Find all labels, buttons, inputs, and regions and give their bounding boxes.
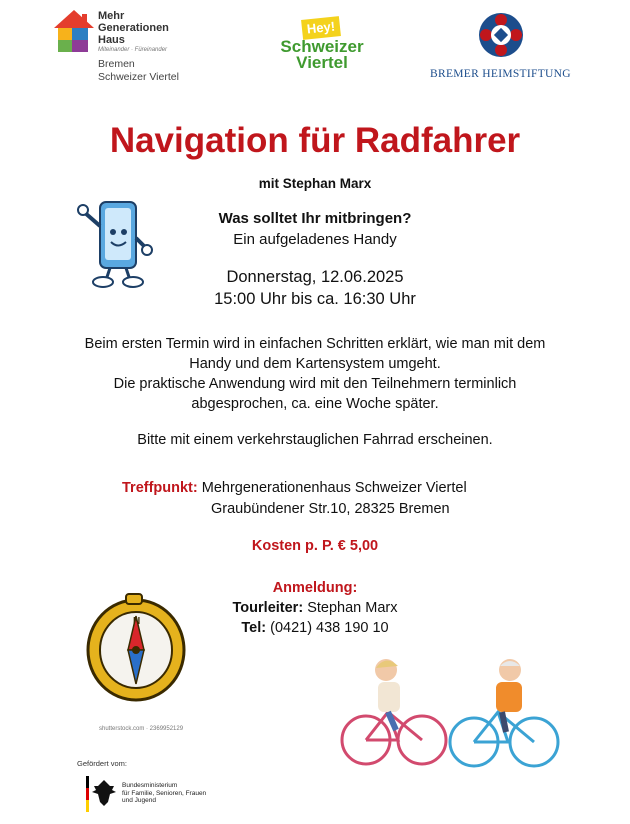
svg-text:N: N	[133, 616, 141, 627]
event-date: Donnerstag, 12.06.2025	[226, 268, 404, 286]
meeting-line1: Mehrgenerationenhaus Schweizer Viertel	[201, 480, 467, 496]
ministry-name: Bundesministerium für Familie, Senioren, Frauen und Jugend	[122, 782, 207, 804]
registration-heading: Anmeldung:	[272, 580, 358, 596]
schweizer-viertel-text: Schweizer Viertel	[280, 37, 364, 72]
meeting-line2: Graubündener Str.10, 28325 Bremen	[211, 501, 450, 517]
heimstiftung-logo	[478, 12, 524, 58]
meeting-label: Treffpunkt:	[122, 480, 198, 496]
heimstiftung-name: BREMER HEIMSTIFTUNG	[430, 68, 571, 80]
subtitle: mit Stephan Marx	[258, 176, 372, 191]
description-line: abgesprochen, ca. eine Woche später.	[191, 396, 439, 412]
hey-badge: Hey!	[301, 16, 341, 40]
compass-image	[80, 592, 190, 712]
cyclists-icon	[338, 652, 570, 770]
compass-icon	[80, 592, 190, 712]
heimstiftung-emblem-icon	[478, 12, 524, 58]
description	[0, 334, 630, 414]
cost: Kosten p. P. € 5,00	[251, 538, 379, 554]
bring-question: Was solltet Ihr mitbringen?	[218, 210, 412, 227]
meeting-point	[122, 478, 467, 520]
tel-label: Tel:	[241, 620, 267, 636]
mgh-tagline: Miteinander · Füreinander	[98, 47, 168, 53]
bike-note: Bitte mit einem verkehrstauglichen Fahrrad erscheinen.	[137, 432, 493, 448]
federal-eagle-logo	[86, 776, 116, 814]
leader-label: Tourleiter:	[232, 600, 304, 616]
tel-value: (0421) 438 190 10	[270, 620, 389, 636]
bring-answer: Ein aufgeladenes Handy	[233, 231, 397, 248]
description-line: Beim ersten Termin wird in einfachen Schritten erklärt, wie man mit dem	[84, 336, 546, 352]
description-line: Die praktische Anwendung wird mit den Teilnehmern terminlich	[113, 376, 517, 392]
funded-by-label: Gefördert vom:	[77, 759, 128, 768]
federal-eagle-icon	[86, 776, 116, 814]
leader-name: Stephan Marx	[307, 600, 398, 616]
page-title: Navigation für Radfahrer	[109, 121, 521, 160]
mgh-logo	[52, 8, 96, 54]
mgh-location: Bremen Schweizer Viertel	[98, 58, 179, 83]
mgh-house-icon	[52, 8, 96, 54]
event-time: 15:00 Uhr bis ca. 16:30 Uhr	[214, 290, 416, 308]
image-credit: shutterstock.com · 2369952129	[99, 726, 184, 732]
mgh-title: Mehr Generationen Haus	[98, 10, 169, 46]
cyclists-illustration	[338, 652, 570, 770]
description-line: Handy und dem Kartensystem umgeht.	[189, 356, 441, 372]
